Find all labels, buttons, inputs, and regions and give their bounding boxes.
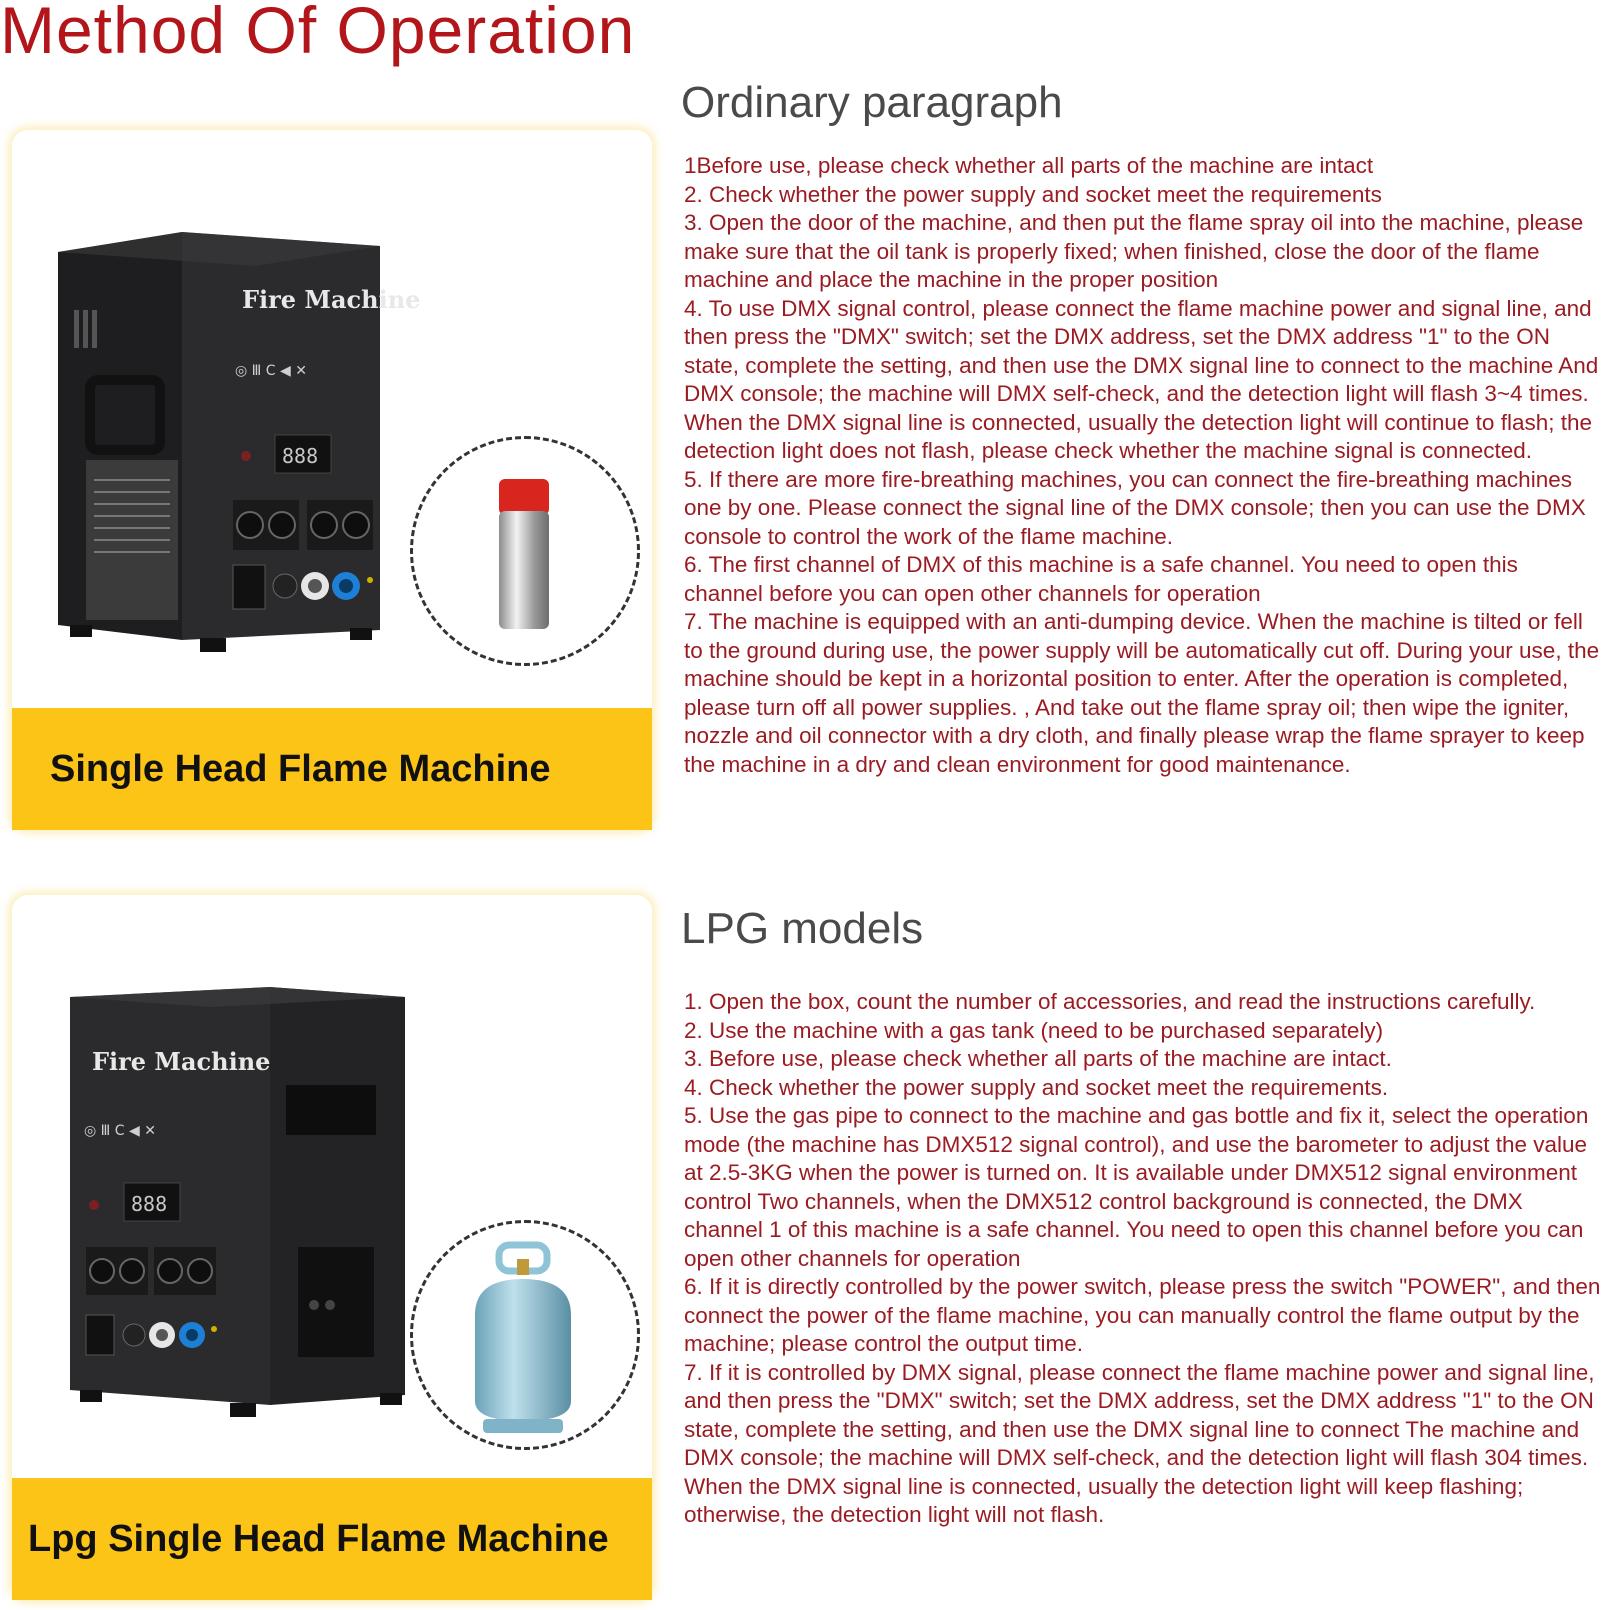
instructions-ordinary [684,152,1602,779]
section-heading-ordinary: Ordinary paragraph [681,78,1063,127]
instruction-step: 6. If it is directly controlled by the power switch, please press the switch "POWER", and then connect the power of the flame machine, you can manually control the flame output by the machine; please control the output time. [684,1274,1601,1356]
accessory-callout [410,436,640,666]
instruction-step: 1. Open the box, count the number of accessories, and read the instructions carefully. [684,989,1536,1014]
display-digits: 888 [282,444,319,468]
svg-text:◎ Ⅲ C ◀ ✕: ◎ Ⅲ C ◀ ✕ [235,363,307,379]
fire-machine-image [50,230,421,670]
banner-label: Single Head Flame Machine [50,747,551,790]
banner-label: Lpg Single Head Flame Machine [28,1517,609,1560]
machine-label: Fire Machine [242,285,421,314]
instruction-step: 7. If it is controlled by DMX signal, please connect the flame machine power and signal line, and then press the "DMX" switch; set the DMX address, set the DMX address "1" to the ON state, complete the setting, and then use the DMX signal line to connect The machine and DMX console; the machine will DMX self-check, and the detection light will flash 304 times. When the DMX signal line is connected, usually the detection light will keep flashing; otherwise, the detection light will not flash. [684,1359,1595,1527]
instruction-step: 5. Use the gas pipe to connect to the machine and gas bottle and fix it, select the operation mode (the machine has DMX512 signal control), and use the barometer to adjust the value at 2.5-3KG when the power is turned on. It is available under DMX512 signal environment control Two channels, when the DMX512 control background is connected, the DMX channel 1 of this machine is a safe channel. You need to open this channel before you can open other channels for operation [684,1103,1589,1271]
product-banner [12,1478,652,1600]
product-banner [12,708,652,830]
svg-text:◎ Ⅲ C ◀ ✕: ◎ Ⅲ C ◀ ✕ [84,1123,156,1139]
spray-can-icon [413,439,637,663]
accessory-callout [410,1220,640,1450]
instruction-step: 7. The machine is equipped with an anti-dumping device. When the machine is tilted or fell to the ground during use, the power supply will be automatically cut off. During your use, the machine should be kept in a horizontal position to enter. After the operation is completed, please turn off all power supplies. , And take out the flame spray oil; then wipe the igniter, nozzle and oil connector with a dry cloth, and finally please wrap the flame sprayer to keep the machine in a dry and clean environment for good maintenance. [684,609,1600,777]
instruction-step: 4. Check whether the power supply and socket meet the requirements. [684,1074,1389,1100]
page-title: Method Of Operation [0,0,636,67]
product-card-single-head [12,130,652,830]
instructions-lpg [684,988,1602,1530]
instruction-step: 2. Check whether the power supply and socket meet the requirements [684,181,1382,207]
fire-machine-image [50,985,410,1430]
display-digits: 888 [131,1192,168,1216]
product-card-lpg [12,895,652,1600]
instruction-step: 5. If there are more fire-breathing machines, you can connect the fire-breathing machines one by one. Please connect the signal line of the DMX console; then you can use the DMX console to control the work of the flame machine. [684,466,1586,549]
instruction-step: 1Before use, please check whether all parts of the machine are intact [684,153,1374,178]
instruction-step: 4. To use DMX signal control, please connect the flame machine power and signal line, and then press the "DMX" switch; set the DMX address, set the DMX address "1" to the ON state, complete the setting, and then use the DMX signal line to connect to the machine And DMX console; the machine will DMX self-check, and the detection light will flash 3~4 times. When the DMX signal line is connected, usually the detection light will continue to flash; the detection light does not flash, please check whether the machine signal is connected. [684,295,1599,463]
gas-cylinder-icon [413,1223,637,1447]
instruction-step: 6. The first channel of DMX of this machine is a safe channel. You need to open this channel before you can open other channels for operation [684,552,1518,606]
instruction-step: 2. Use the machine with a gas tank (need to be purchased separately) [684,1017,1384,1043]
instruction-step: 3. Before use, please check whether all parts of the machine are intact. [684,1046,1392,1071]
section-heading-lpg: LPG models [681,904,924,953]
instruction-step: 3. Open the door of the machine, and then put the flame spray oil into the machine, please make sure that the oil tank is properly fixed; when finished, close the door of the flame machine and place the machine in the proper position [684,210,1584,292]
machine-label: Fire Machine [92,1047,271,1076]
